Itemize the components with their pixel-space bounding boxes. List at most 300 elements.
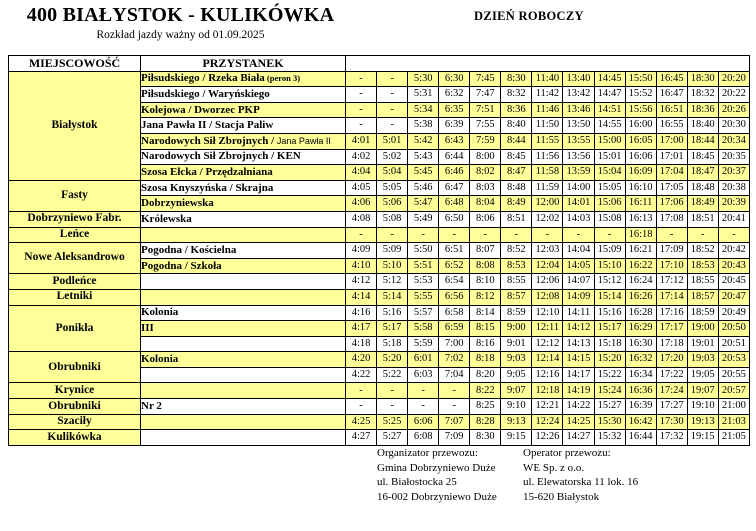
time-cell: 8:00 — [470, 149, 501, 165]
time-cell: 4:01 — [346, 133, 377, 149]
stop-name: Nr 2 — [141, 399, 162, 412]
time-cell: 14:27 — [563, 430, 594, 446]
organizer-line: 16-002 Dobrzyniewo Duże — [377, 490, 497, 503]
time-cell: 20:30 — [718, 118, 749, 134]
city-cell: Krynice — [9, 383, 141, 399]
time-cell: 5:01 — [377, 133, 408, 149]
stop-cell — [141, 165, 346, 181]
table-row — [9, 227, 750, 243]
time-cell: 20:51 — [718, 336, 749, 352]
time-cell: 5:53 — [408, 274, 439, 290]
table-row — [9, 274, 750, 290]
time-cell: 19:13 — [687, 414, 718, 430]
table-row — [9, 180, 750, 196]
time-cell: 15:32 — [594, 430, 625, 446]
city-cell: Szaciły — [9, 414, 141, 430]
time-cell: 15:52 — [625, 87, 656, 103]
time-cell: 8:18 — [470, 352, 501, 368]
time-cell: 6:35 — [439, 102, 470, 118]
time-cell: 4:18 — [346, 336, 377, 352]
time-cell: 6:59 — [439, 321, 470, 337]
time-cell: 5:16 — [377, 305, 408, 321]
time-cell: 6:39 — [439, 118, 470, 134]
time-cell: 18:45 — [687, 149, 718, 165]
time-cell: 7:04 — [439, 367, 470, 383]
time-cell: - — [346, 227, 377, 243]
time-cell: 8:14 — [470, 305, 501, 321]
time-cell: 15:27 — [594, 399, 625, 415]
time-cell: 14:17 — [563, 367, 594, 383]
time-cell: 4:14 — [346, 289, 377, 305]
time-cell: 15:24 — [594, 383, 625, 399]
time-cell: 5:55 — [408, 289, 439, 305]
organizer-line: Gmina Dobrzyniewo Duże — [377, 461, 496, 474]
stop-cell — [141, 87, 346, 103]
time-cell: 16:30 — [625, 336, 656, 352]
time-cell: - — [377, 383, 408, 399]
time-cell: 18:49 — [687, 196, 718, 212]
time-cell: - — [687, 227, 718, 243]
stop-name: III — [141, 321, 154, 334]
time-cell: 19:10 — [687, 399, 718, 415]
time-cell: 6:06 — [408, 414, 439, 430]
time-cell: 8:55 — [501, 274, 532, 290]
time-cell: 20:38 — [718, 180, 749, 196]
time-cell: 9:01 — [501, 336, 532, 352]
time-cell: 8:07 — [470, 243, 501, 259]
page-subtitle: Rozkład jazdy ważny od 01.09.2025 — [96, 29, 265, 41]
stop-name: Kolonia — [141, 306, 179, 319]
time-cell: - — [408, 383, 439, 399]
table-row — [9, 243, 750, 259]
operator-line: 15-620 Białystok — [523, 490, 600, 503]
stop-cell — [141, 430, 346, 446]
time-cell: 8:16 — [470, 336, 501, 352]
time-cell: 11:58 — [532, 165, 563, 181]
time-cell: 20:34 — [718, 133, 749, 149]
stop-cell — [141, 227, 346, 243]
service-day-label: DZIEŃ ROBOCZY — [474, 9, 584, 23]
time-cell: 14:05 — [563, 258, 594, 274]
time-cell: 12:18 — [532, 383, 563, 399]
time-cell: 5:04 — [377, 165, 408, 181]
time-cell: - — [346, 87, 377, 103]
time-cell: 8:45 — [501, 149, 532, 165]
time-cell: 6:48 — [439, 196, 470, 212]
time-cell: 7:00 — [439, 336, 470, 352]
header-spacer — [346, 56, 750, 72]
time-cell: 5:57 — [408, 305, 439, 321]
city-cell: Dobrzyniewo Fabr. — [9, 211, 141, 227]
time-cell: - — [718, 227, 749, 243]
stop-name: Piłsudskiego / Rzeka Biała — [141, 72, 265, 85]
time-cell: 12:26 — [532, 430, 563, 446]
time-cell: 21:05 — [718, 430, 749, 446]
time-cell: 8:40 — [501, 118, 532, 134]
time-cell: 4:06 — [346, 196, 377, 212]
time-cell: 4:20 — [346, 352, 377, 368]
time-cell: 8:52 — [501, 243, 532, 259]
time-cell: 15:06 — [594, 196, 625, 212]
stop-cell — [141, 118, 346, 134]
time-cell: 14:13 — [563, 336, 594, 352]
title-block — [8, 4, 353, 41]
time-cell: 16:32 — [625, 352, 656, 368]
time-cell: 5:05 — [377, 180, 408, 196]
stop-name: Jana Pawła II / Stacja Paliw — [141, 119, 274, 132]
time-cell: 4:04 — [346, 165, 377, 181]
table-row — [9, 383, 750, 399]
time-cell: 4:12 — [346, 274, 377, 290]
time-cell: 6:50 — [439, 211, 470, 227]
time-cell: 20:22 — [718, 87, 749, 103]
time-cell: 4:10 — [346, 258, 377, 274]
stop-cell — [141, 149, 346, 165]
time-cell: 5:06 — [377, 196, 408, 212]
time-cell: 5:22 — [377, 367, 408, 383]
time-cell: 15:18 — [594, 336, 625, 352]
col-header-city: MIEJSCOWOŚĆ — [9, 56, 141, 72]
time-cell: 17:30 — [656, 414, 687, 430]
stop-cell — [141, 133, 346, 149]
time-cell: 17:10 — [656, 258, 687, 274]
time-cell: 12:21 — [532, 399, 563, 415]
time-cell: - — [439, 227, 470, 243]
time-cell: 5:46 — [408, 180, 439, 196]
organizer-line: ul. Białostocka 25 — [377, 476, 457, 488]
time-cell: 20:57 — [718, 383, 749, 399]
time-cell: 7:47 — [470, 87, 501, 103]
stop-cell — [141, 211, 346, 227]
time-cell: - — [377, 87, 408, 103]
time-cell: 4:09 — [346, 243, 377, 259]
time-cell: - — [470, 227, 501, 243]
time-cell: 5:38 — [408, 118, 439, 134]
stop-name: Narodowych Sił Zbrojnych / KEN — [141, 150, 301, 163]
time-cell: 16:47 — [656, 87, 687, 103]
time-cell: - — [656, 227, 687, 243]
time-cell: 7:07 — [439, 414, 470, 430]
stop-name: Kolejowa / Dworzec PKP — [141, 103, 260, 116]
time-cell: 6:54 — [439, 274, 470, 290]
time-cell: 20:49 — [718, 305, 749, 321]
stop-cell — [141, 102, 346, 118]
time-cell: - — [439, 399, 470, 415]
time-cell: 14:09 — [563, 289, 594, 305]
time-cell: 16:05 — [625, 133, 656, 149]
time-cell: 17:06 — [656, 196, 687, 212]
time-cell: 8:57 — [501, 289, 532, 305]
stop-name: Piłsudskiego / Waryńskiego — [141, 87, 270, 100]
time-cell: 6:01 — [408, 352, 439, 368]
time-cell: 17:09 — [656, 243, 687, 259]
time-cell: 13:50 — [563, 118, 594, 134]
time-cell: 14:51 — [594, 102, 625, 118]
time-cell: 9:10 — [501, 399, 532, 415]
time-cell: 8:08 — [470, 258, 501, 274]
time-cell: 17:14 — [656, 289, 687, 305]
time-cell: 14:22 — [563, 399, 594, 415]
time-cell: 7:59 — [470, 133, 501, 149]
time-cell: 14:15 — [563, 352, 594, 368]
time-cell: 9:03 — [501, 352, 532, 368]
time-cell: 17:01 — [656, 149, 687, 165]
time-cell: 12:08 — [532, 289, 563, 305]
stop-name: Dobrzyniewska — [141, 197, 214, 210]
time-cell: 9:07 — [501, 383, 532, 399]
operator-line: WE Sp. z o.o. — [523, 461, 585, 474]
time-cell: 15:56 — [625, 102, 656, 118]
time-cell: 15:08 — [594, 211, 625, 227]
time-cell: 16:21 — [625, 243, 656, 259]
time-cell: 8:06 — [470, 211, 501, 227]
time-cell: 8:30 — [470, 430, 501, 446]
time-cell: 14:04 — [563, 243, 594, 259]
time-cell: 13:55 — [563, 133, 594, 149]
time-cell: - — [532, 227, 563, 243]
time-cell: 6:51 — [439, 243, 470, 259]
time-cell: 17:27 — [656, 399, 687, 415]
time-cell: 16:39 — [625, 399, 656, 415]
time-cell: 18:48 — [687, 180, 718, 196]
time-cell: 15:04 — [594, 165, 625, 181]
time-cell: - — [377, 102, 408, 118]
table-row — [9, 305, 750, 321]
time-cell: 5:50 — [408, 243, 439, 259]
time-cell: 5:58 — [408, 321, 439, 337]
time-cell: 4:25 — [346, 414, 377, 430]
time-cell: 18:36 — [687, 102, 718, 118]
time-cell: 6:52 — [439, 258, 470, 274]
time-cell: 19:05 — [687, 367, 718, 383]
time-cell: 15:14 — [594, 289, 625, 305]
time-cell: - — [377, 71, 408, 87]
city-cell: Ponikła — [9, 305, 141, 352]
time-cell: 5:31 — [408, 87, 439, 103]
time-cell: 18:53 — [687, 258, 718, 274]
time-cell: 19:15 — [687, 430, 718, 446]
time-cell: 12:12 — [532, 336, 563, 352]
table-row — [9, 399, 750, 415]
time-cell: 8:53 — [501, 258, 532, 274]
timetable-body — [9, 56, 750, 446]
time-cell: 17:05 — [656, 180, 687, 196]
time-cell: 12:14 — [532, 352, 563, 368]
time-cell: - — [377, 227, 408, 243]
time-cell: 6:08 — [408, 430, 439, 446]
time-cell: 19:03 — [687, 352, 718, 368]
time-cell: 13:56 — [563, 149, 594, 165]
time-cell: 21:03 — [718, 414, 749, 430]
time-cell: 14:19 — [563, 383, 594, 399]
time-cell: 12:03 — [532, 243, 563, 259]
time-cell: 17:20 — [656, 352, 687, 368]
time-cell: 11:46 — [532, 102, 563, 118]
time-cell: 18:51 — [687, 211, 718, 227]
time-cell: 11:59 — [532, 180, 563, 196]
time-cell: 5:20 — [377, 352, 408, 368]
time-cell: 4:02 — [346, 149, 377, 165]
time-cell: 6:46 — [439, 165, 470, 181]
time-cell: 4:27 — [346, 430, 377, 446]
time-cell: - — [346, 399, 377, 415]
time-cell: 20:43 — [718, 258, 749, 274]
time-cell: 5:43 — [408, 149, 439, 165]
time-cell: 7:45 — [470, 71, 501, 87]
time-cell: 18:55 — [687, 274, 718, 290]
time-cell: 16:44 — [625, 430, 656, 446]
time-cell: - — [563, 227, 594, 243]
time-cell: 13:46 — [563, 102, 594, 118]
time-cell: 9:00 — [501, 321, 532, 337]
time-cell: - — [594, 227, 625, 243]
time-cell: 17:12 — [656, 274, 687, 290]
time-cell: 8:02 — [470, 165, 501, 181]
time-cell: 18:44 — [687, 133, 718, 149]
city-cell: Letniki — [9, 289, 141, 305]
time-cell: - — [377, 399, 408, 415]
time-cell: 16:45 — [656, 71, 687, 87]
time-cell: 15:00 — [594, 133, 625, 149]
time-cell: 8:12 — [470, 289, 501, 305]
time-cell: 19:01 — [687, 336, 718, 352]
operator-label: Operator przewozu: — [523, 447, 611, 459]
stop-note: Jana Pawła II — [276, 135, 331, 146]
time-cell: - — [439, 383, 470, 399]
time-cell: 18:32 — [687, 87, 718, 103]
time-cell: 14:55 — [594, 118, 625, 134]
time-cell: - — [346, 118, 377, 134]
stop-cell — [141, 367, 346, 383]
table-row — [9, 211, 750, 227]
time-cell: 20:53 — [718, 352, 749, 368]
time-cell: 11:42 — [532, 87, 563, 103]
time-cell: 7:55 — [470, 118, 501, 134]
stop-name: Szosa Ełcka / Przędzalniana — [141, 165, 273, 178]
city-cell: Kulikówka — [9, 430, 141, 446]
time-cell: 7:09 — [439, 430, 470, 446]
city-cell: Fasty — [9, 180, 141, 211]
time-cell: 20:41 — [718, 211, 749, 227]
time-cell: 7:02 — [439, 352, 470, 368]
time-cell: - — [346, 102, 377, 118]
time-cell: 18:47 — [687, 165, 718, 181]
time-cell: 13:42 — [563, 87, 594, 103]
time-cell: 6:43 — [439, 133, 470, 149]
stop-cell — [141, 196, 346, 212]
table-header-row — [9, 56, 750, 72]
time-cell: 15:05 — [594, 180, 625, 196]
city-cell: Podleńce — [9, 274, 141, 290]
time-cell: 12:00 — [532, 196, 563, 212]
time-cell: 16:06 — [625, 149, 656, 165]
time-cell: 5:49 — [408, 211, 439, 227]
time-cell: 19:00 — [687, 321, 718, 337]
operator-block — [523, 446, 638, 504]
stop-cell — [141, 305, 346, 321]
time-cell: 8:15 — [470, 321, 501, 337]
time-cell: 19:07 — [687, 383, 718, 399]
time-cell: 4:05 — [346, 180, 377, 196]
time-cell: 16:22 — [625, 258, 656, 274]
time-cell: 8:04 — [470, 196, 501, 212]
time-cell: 6:03 — [408, 367, 439, 383]
time-cell: 16:00 — [625, 118, 656, 134]
time-cell: 6:58 — [439, 305, 470, 321]
time-cell: 11:40 — [532, 71, 563, 87]
col-header-stop: PRZYSTANEK — [141, 56, 346, 72]
time-cell: 5:30 — [408, 71, 439, 87]
time-cell: 14:00 — [563, 180, 594, 196]
stop-name: Królewska — [141, 212, 192, 225]
table-row — [9, 352, 750, 368]
time-cell: 14:12 — [563, 321, 594, 337]
time-cell: 14:07 — [563, 274, 594, 290]
time-cell: 14:01 — [563, 196, 594, 212]
time-cell: 18:57 — [687, 289, 718, 305]
time-cell: 20:20 — [718, 71, 749, 87]
time-cell: 15:22 — [594, 367, 625, 383]
time-cell: 15:50 — [625, 71, 656, 87]
time-cell: 16:26 — [625, 289, 656, 305]
time-cell: 17:04 — [656, 165, 687, 181]
time-cell: 5:08 — [377, 211, 408, 227]
time-cell: 8:10 — [470, 274, 501, 290]
time-cell: - — [501, 227, 532, 243]
time-cell: 16:13 — [625, 211, 656, 227]
time-cell: 12:10 — [532, 305, 563, 321]
time-cell: 8:47 — [501, 165, 532, 181]
time-cell: - — [408, 227, 439, 243]
stop-cell — [141, 180, 346, 196]
time-cell: 8:44 — [501, 133, 532, 149]
time-cell: 14:47 — [594, 87, 625, 103]
time-cell: 15:30 — [594, 414, 625, 430]
stop-cell — [141, 321, 346, 337]
time-cell: 17:16 — [656, 305, 687, 321]
city-cell: Obrubniki — [9, 352, 141, 383]
time-cell: - — [346, 71, 377, 87]
time-cell: 17:00 — [656, 133, 687, 149]
time-cell: 20:37 — [718, 165, 749, 181]
time-cell: 12:02 — [532, 211, 563, 227]
time-cell: 5:14 — [377, 289, 408, 305]
timetable — [8, 55, 750, 446]
time-cell: 20:55 — [718, 367, 749, 383]
time-cell: 5:25 — [377, 414, 408, 430]
time-cell: 8:48 — [501, 180, 532, 196]
time-cell: 5:02 — [377, 149, 408, 165]
time-cell: 16:11 — [625, 196, 656, 212]
stop-cell — [141, 336, 346, 352]
city-cell: Obrubniki — [9, 399, 141, 415]
time-cell: 4:16 — [346, 305, 377, 321]
time-cell: 8:25 — [470, 399, 501, 415]
stop-cell — [141, 71, 346, 87]
time-cell: 8:20 — [470, 367, 501, 383]
time-cell: 20:42 — [718, 243, 749, 259]
time-cell: 16:10 — [625, 180, 656, 196]
time-cell: 16:34 — [625, 367, 656, 383]
time-cell: 12:04 — [532, 258, 563, 274]
stop-name: Pogodna / Kościelna — [141, 243, 237, 256]
time-cell: 8:03 — [470, 180, 501, 196]
time-cell: 20:26 — [718, 102, 749, 118]
table-row — [9, 71, 750, 87]
time-cell: 9:13 — [501, 414, 532, 430]
time-cell: 16:09 — [625, 165, 656, 181]
time-cell: 8:36 — [501, 102, 532, 118]
